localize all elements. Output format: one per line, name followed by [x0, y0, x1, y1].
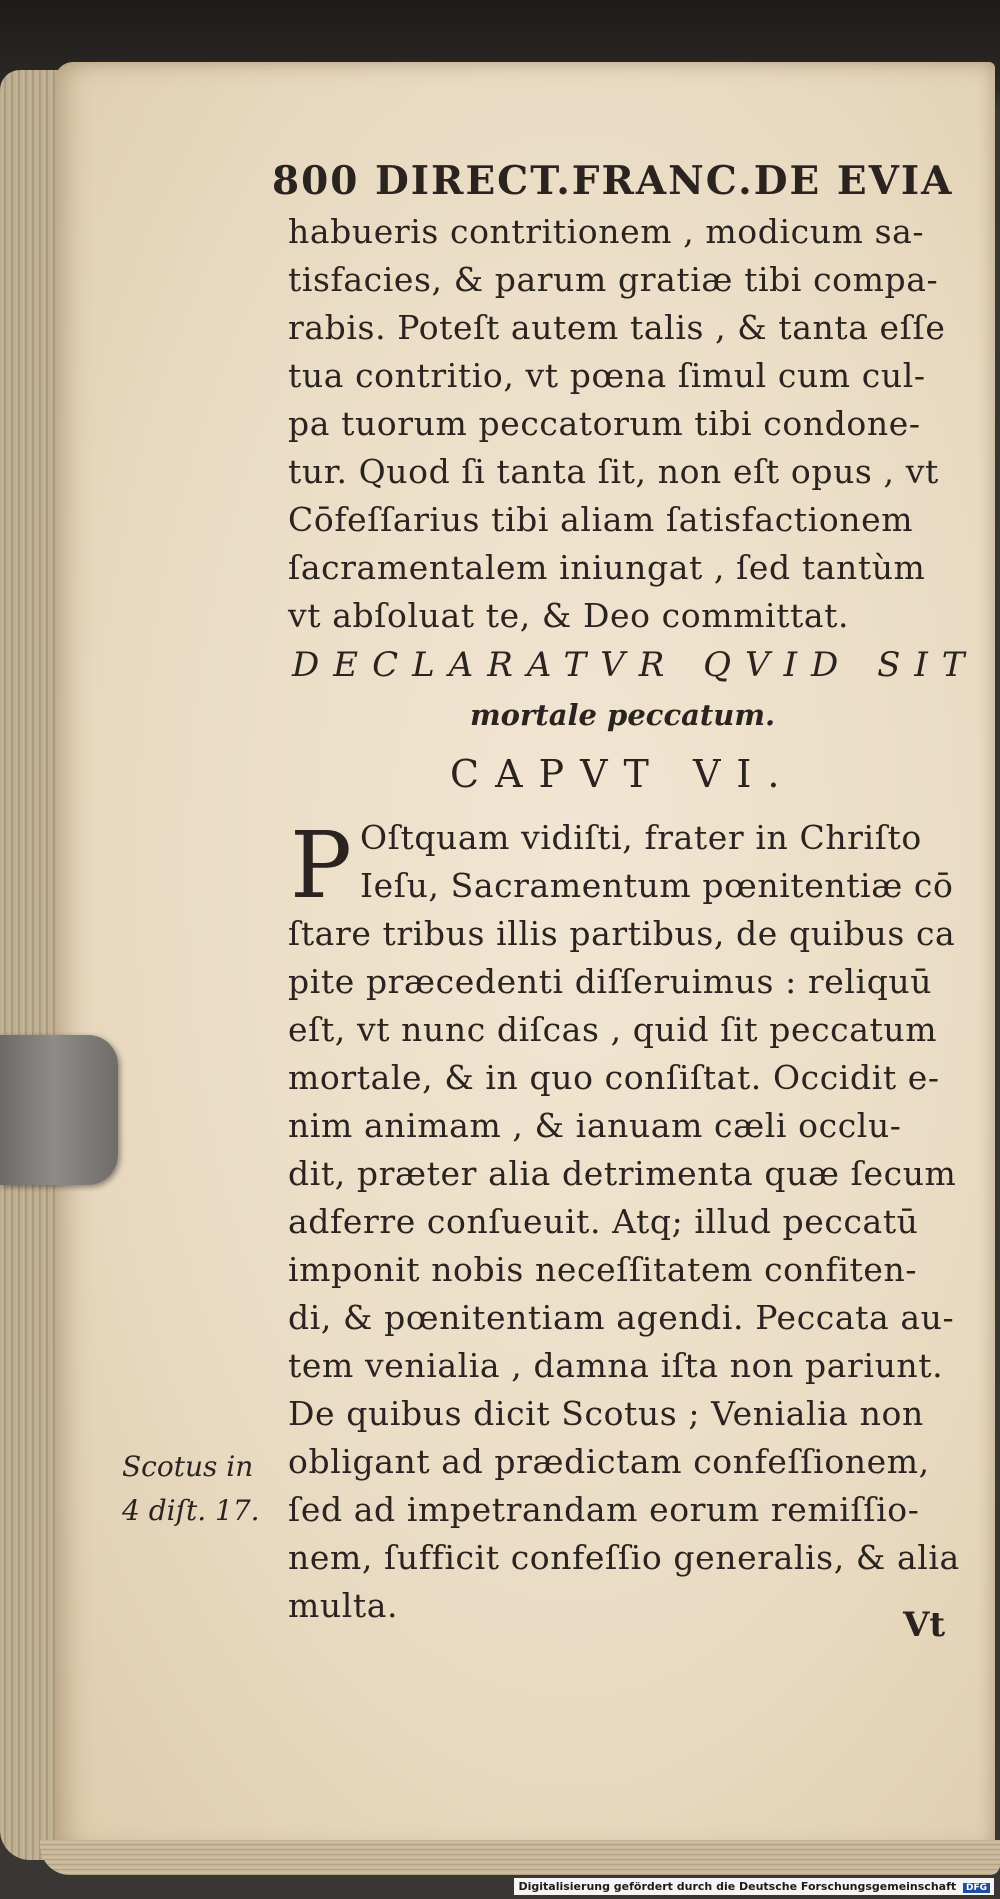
- text-line: Cōfeſſarius tibi aliam ſatisfactionem: [288, 500, 914, 539]
- book-clasp: [0, 1035, 118, 1185]
- margin-note: 4 diſt. 17.: [122, 1494, 260, 1527]
- text-line: tem venialia , damna iſta non pariunt.: [288, 1346, 944, 1385]
- book-bottom-edge: [40, 1840, 1000, 1875]
- text-line: mortale, & in quo conſiſtat. Occidit e-: [288, 1058, 940, 1097]
- catchword: Vt: [903, 1605, 946, 1645]
- running-header: 800 DIRECT.FRANC.DE EVIA: [272, 158, 954, 204]
- dfg-logo: DFG: [963, 1883, 990, 1893]
- text-line: tisfacies, & parum gratiæ tibi compa-: [288, 260, 939, 299]
- text-line: nem, ſufficit confeſſio generalis, & alia: [288, 1538, 960, 1577]
- drop-cap: P: [290, 812, 352, 919]
- text-line: De quibus dicit Scotus ; Venialia non: [288, 1394, 924, 1433]
- text-line: vt abſoluat te, & Deo committat.: [288, 596, 850, 635]
- text-line: ſtare tribus illis partibus, de quibus ca: [288, 914, 956, 953]
- text-line: di, & pœnitentiam agendi. Peccata au-: [288, 1298, 955, 1337]
- text-line: rabis. Poteſt autem talis , & tanta eſſe: [288, 308, 946, 347]
- credit-text: Digitalisierung gefördert durch die Deutsche Forschungsgemeinschaft: [518, 1880, 957, 1893]
- text-line: tua contritio, vt pœna ſimul cum cul-: [288, 356, 926, 395]
- text-line: tur. Quod ſi tanta ſit, non eſt opus , vt: [288, 452, 939, 491]
- text-line: adferre conſueuit. Atq; illud peccatū: [288, 1202, 919, 1241]
- chapter-subheading: mortale peccatum.: [470, 698, 776, 732]
- text-line: Oſtquam vidiſti, frater in Chriſto: [360, 818, 922, 857]
- digitization-credit: [514, 1878, 994, 1895]
- text-line: Ieſu, Sacramentum pœnitentiæ cō: [360, 866, 954, 905]
- text-line: multa.: [288, 1586, 399, 1625]
- text-line: dit, præter alia detrimenta quæ ſecum: [288, 1154, 957, 1193]
- text-line: eſt, vt nunc diſcas , quid ſit peccatum: [288, 1010, 938, 1049]
- text-line: ſacramentalem iniungat , ſed tantùm: [288, 548, 926, 587]
- text-line: ſed ad impetrandam eorum remiſſio-: [288, 1490, 920, 1529]
- text-line: pite præcedenti diſſeruimus : reliquū: [288, 962, 933, 1001]
- text-line: pa tuorum peccatorum tibi condone-: [288, 404, 921, 443]
- text-line: imponit nobis neceſſitatem confiten-: [288, 1250, 918, 1289]
- margin-note: Scotus in: [122, 1450, 254, 1483]
- chapter-heading: DECLARATVR QVID SIT: [292, 645, 979, 685]
- text-line: obligant ad prædictam confeſſionem,: [288, 1442, 930, 1481]
- text-line: habueris contritionem , modicum sa-: [288, 212, 925, 251]
- chapter-number: CAPVT VI.: [450, 752, 796, 796]
- text-line: nim animam , & ianuam cæli occlu-: [288, 1106, 902, 1145]
